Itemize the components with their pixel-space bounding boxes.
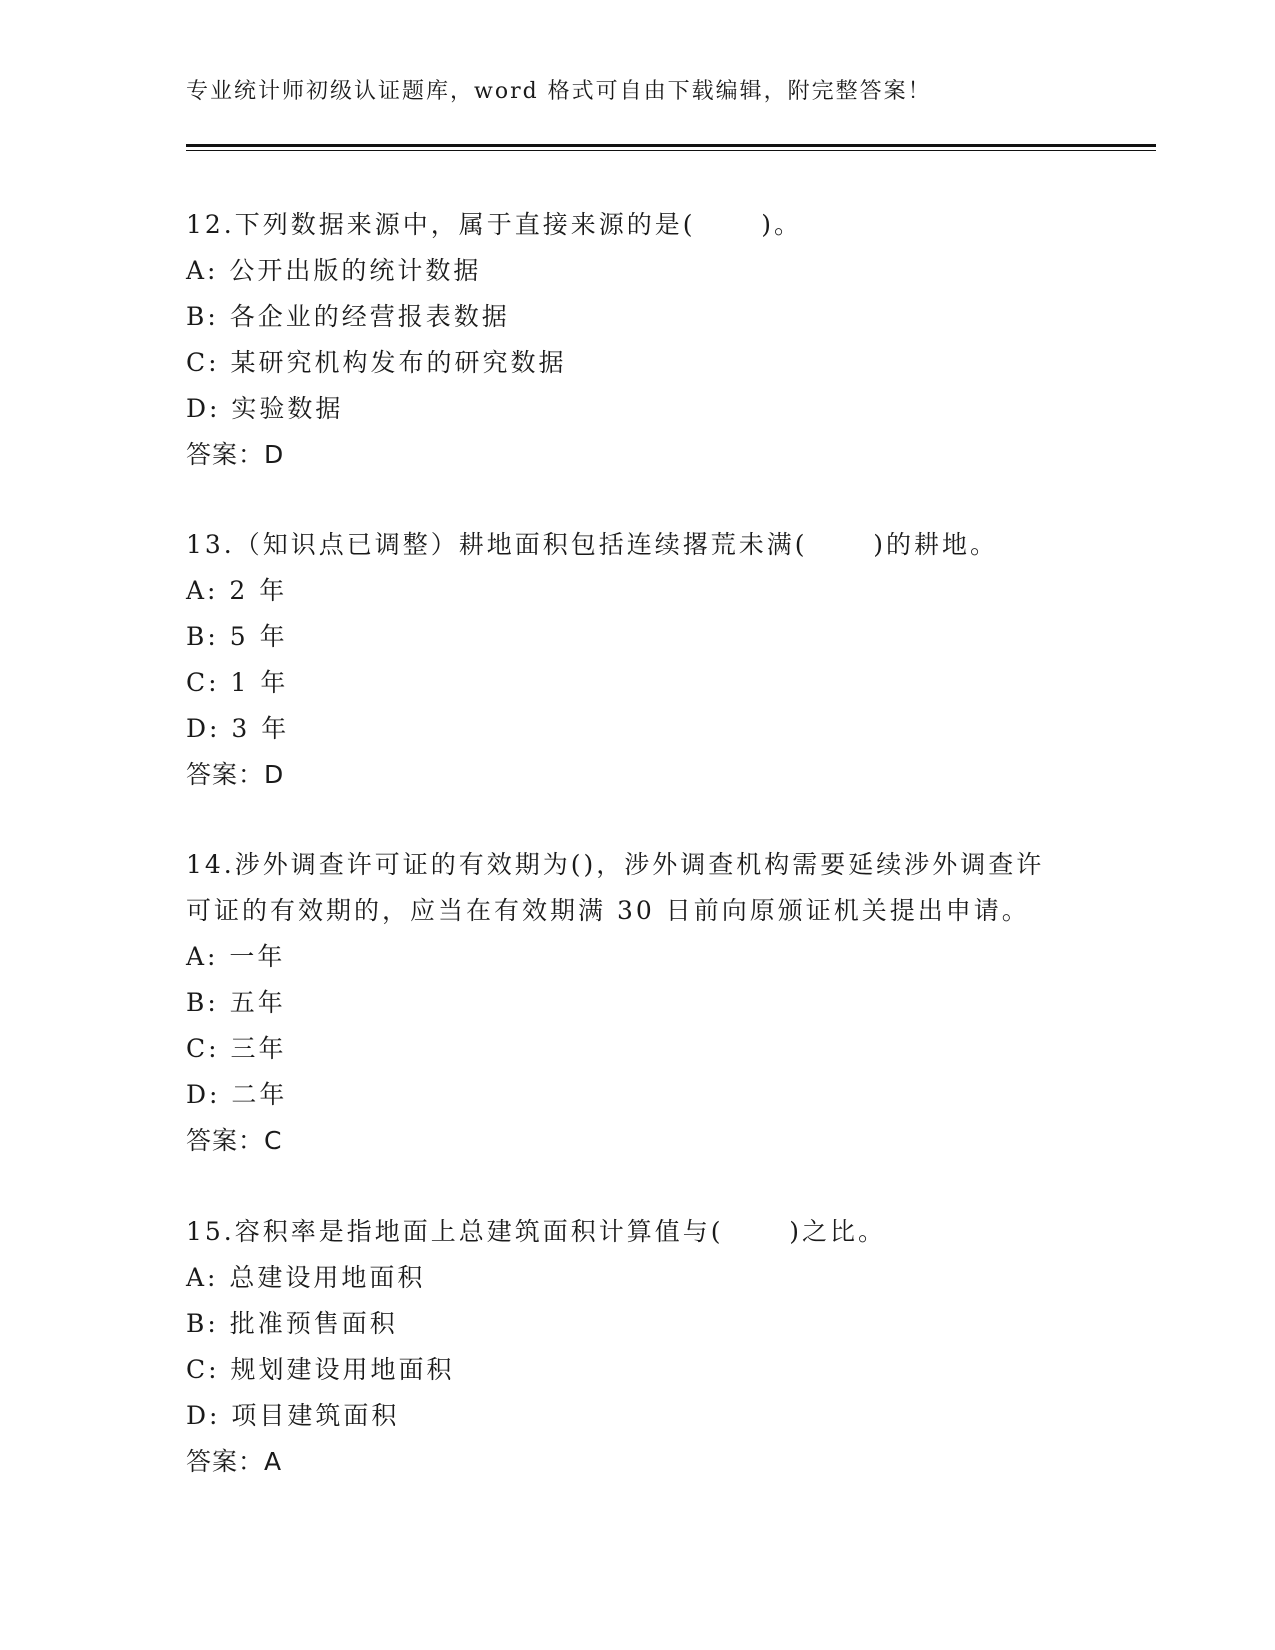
question-13: [186, 522, 1086, 798]
option-b: B: 5 年: [186, 622, 288, 651]
option-d: D: 实验数据: [186, 394, 344, 423]
option-c: C: 某研究机构发布的研究数据: [186, 348, 567, 377]
question-stem: 15.容积率是指地面上总建筑面积计算值与( )之比。: [186, 1217, 886, 1246]
answer: 答案：A: [186, 1447, 283, 1476]
option-a: A: 一年: [186, 942, 286, 971]
option-b: B: 五年: [186, 988, 286, 1017]
question-12: [186, 202, 1086, 478]
answer: 答案：C: [186, 1126, 283, 1155]
option-a: A: 总建设用地面积: [186, 1263, 426, 1292]
question-14: [186, 842, 1086, 1164]
option-c: C: 1 年: [186, 668, 289, 697]
option-d: D: 项目建筑面积: [186, 1401, 400, 1430]
option-b: B: 批准预售面积: [186, 1309, 398, 1338]
document-header: 专业统计师初级认证题库，word 格式可自由下载编辑，附完整答案！: [186, 79, 932, 104]
question-stem-line-1: 14.涉外调查许可证的有效期为()，涉外调查机构需要延续涉外调查许: [186, 850, 1045, 879]
option-c: C: 规划建设用地面积: [186, 1355, 455, 1384]
answer: 答案：D: [186, 440, 285, 469]
header-rule-thick: [186, 144, 1156, 147]
option-a: A: 公开出版的统计数据: [186, 256, 482, 285]
answer: 答案：D: [186, 760, 285, 789]
option-a: A: 2 年: [186, 576, 288, 605]
question-stem: 12.下列数据来源中，属于直接来源的是( )。: [186, 210, 802, 239]
option-d: D: 二年: [186, 1080, 288, 1109]
question-stem: 13.（知识点已调整）耕地面积包括连续撂荒未满( )的耕地。: [186, 530, 998, 559]
question-stem-line-2: 可证的有效期的，应当在有效期满 30 日前向原颁证机关提出申请。: [186, 896, 1030, 925]
header-rule-thin: [186, 150, 1156, 151]
option-d: D: 3 年: [186, 714, 290, 743]
option-b: B: 各企业的经营报表数据: [186, 302, 510, 331]
option-c: C: 三年: [186, 1034, 287, 1063]
question-15: [186, 1209, 1086, 1485]
